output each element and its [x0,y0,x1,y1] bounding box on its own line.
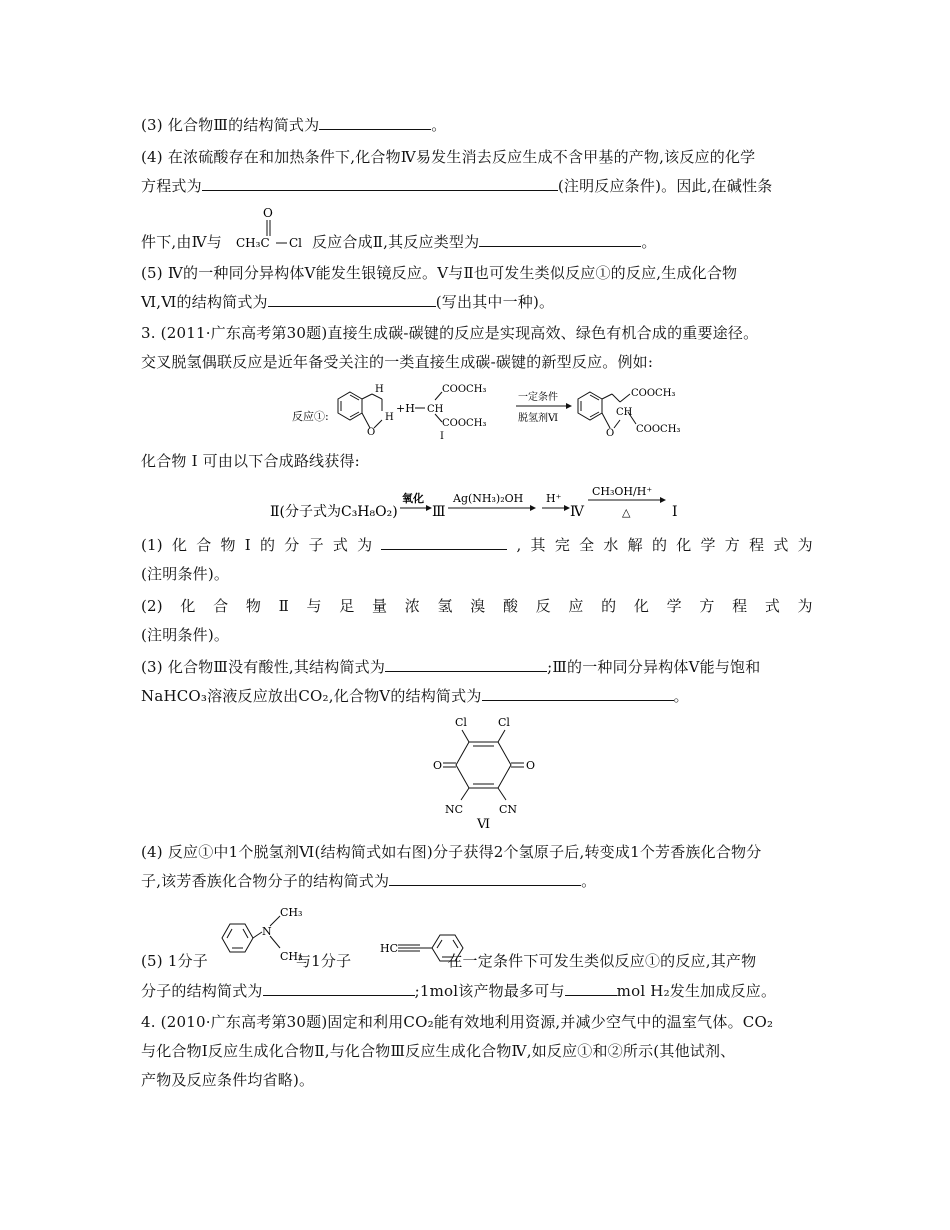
q4-line2: 与化合物Ⅰ反应生成化合物Ⅱ,与化合物Ⅲ反应生成化合物Ⅳ,如反应①和②所示(其他试剂、 [141,1042,736,1060]
svg-text:O: O [526,759,536,772]
synthesis-route [270,484,690,528]
reaction-1-scheme [290,380,681,442]
q3-part5-line1: (5) 1分子 与1分子 在一定条件下可发生类似反应①的反应,其产物 [141,952,757,970]
svg-text:CH₃C: CH₃C [236,236,270,250]
route-intro: 化合物 Ⅰ 可由以下合成路线获得: [141,452,360,470]
svg-text:一定条件: 一定条件 [518,392,558,403]
q3-part4-line2: 子,该芳香族化合物分子的结构简式为 。 [141,872,597,890]
svg-text:H: H [385,412,394,423]
q4-line3: 产物及反应条件均省略)。 [141,1071,315,1089]
svg-text:COOCH₃: COOCH₃ [636,424,681,435]
svg-text:I: I [440,431,444,442]
svg-text:Ⅳ: Ⅳ [570,504,584,520]
isochroman-structure [338,392,382,428]
svg-text:CH: CH [616,407,633,418]
phenylacetylene-structure [380,935,472,971]
svg-text:H⁺: H⁺ [546,492,562,505]
q2-part5-line2: Ⅵ,Ⅵ的结构简式为 (写出其中一种)。 [141,293,555,311]
svg-text:Ⅰ: Ⅰ [672,504,678,520]
svg-text:COOCH₃: COOCH₃ [442,384,487,395]
svg-text:CH₃: CH₃ [280,906,303,919]
q3-part4-line1: (4) 反应①中1个脱氢剂Ⅵ(结构简式如右图)分子获得2个氢原子后,转变成1个芳香族化合物分 [141,843,762,861]
carbonyl-o: O [263,206,273,220]
answer-blank[interactable] [263,981,415,996]
svg-text:Cl: Cl [498,716,510,729]
svg-text:Ⅲ: Ⅲ [432,504,446,520]
q3-part5-line2: 分子的结构简式为 ;1mol该产物最多可与 mol H₂发生加成反应。 [141,982,777,1000]
q2-part4-line3: 件下,由Ⅳ与 反应合成Ⅱ,其反应类型为 。 [141,233,657,251]
svg-text:Ag(NH₃)₂OH: Ag(NH₃)₂OH [453,492,524,505]
svg-text:Ⅱ(分子式为C₃H₈O₂): Ⅱ(分子式为C₃H₈O₂) [270,504,398,520]
answer-blank[interactable] [268,292,436,307]
acetyl-chloride-structure [232,203,308,253]
svg-text:HC: HC [380,942,399,955]
svg-text:O: O [433,759,443,772]
answer-blank[interactable] [565,981,617,996]
q2-part3: (3) 化合物Ⅲ的结构简式为 。 [141,116,447,134]
q2-part4-line2: 方程式为 (注明反应条件)。因此,在碱性条 [141,177,773,195]
q2-part4-line1: (4) 在浓硫酸存在和加热条件下,化合物Ⅳ易发生消去反应生成不含甲基的产物,该反应的化学 [141,148,756,166]
svg-text:O: O [367,427,376,438]
q2-part5-line1: (5) Ⅳ的一种同分异构体Ⅴ能发生银镜反应。Ⅴ与Ⅱ也可发生类似反应①的反应,生成化合物 [141,264,738,282]
q4-line1: 4. (2010·广东高考第30题)固定和利用CO₂能有效地利用资源,并减少空气中的温室气体。CO₂ [141,1013,774,1031]
svg-text:Cl: Cl [289,236,303,250]
answer-blank[interactable] [202,176,558,191]
svg-text:△: △ [622,506,631,519]
svg-text:N: N [262,925,272,938]
svg-text:Cl: Cl [455,716,467,729]
svg-text:+H: +H [396,402,415,415]
ddq-structure [425,712,545,830]
svg-text:脱氢剂Ⅵ: 脱氢剂Ⅵ [518,413,559,424]
svg-text:CH₃OH/H⁺: CH₃OH/H⁺ [592,485,653,498]
dimethylaniline-structure [218,900,308,970]
q3-part3-line1: (3) 化合物Ⅲ没有酸性,其结构简式为 ;Ⅲ的一种同分异构体Ⅴ能与饱和 [141,658,761,676]
q3-header: 3. (2011·广东高考第30题)直接生成碳-碳键的反应是实现高效、绿色有机合成的重要途径。 [141,324,759,342]
svg-text:氧化: 氧化 [402,492,424,505]
q3-line2: 交叉脱氢偶联反应是近年备受关注的一类直接生成碳-碳键的新型反应。例如: [141,353,654,371]
svg-text:NC: NC [445,803,464,816]
svg-text:O: O [606,428,615,439]
svg-text:COOCH₃: COOCH₃ [442,418,487,429]
answer-blank[interactable] [385,657,547,672]
q3-part1-line2: (注明条件)。 [141,565,230,583]
svg-text:CN: CN [499,803,518,816]
svg-text:CH: CH [427,404,444,415]
svg-text:COOCH₃: COOCH₃ [631,388,676,399]
answer-blank[interactable] [482,686,674,701]
q3-part2-line1: (2) 化 合 物 Ⅱ 与 足 量 浓 氢 溴 酸 反 应 的 化 学 方 程 式 为 [141,597,813,615]
answer-blank[interactable] [479,232,641,247]
svg-text:Ⅵ: Ⅵ [477,817,491,832]
svg-text:H: H [375,384,384,395]
answer-blank[interactable] [319,115,431,130]
q3-part3-line2: NaHCO₃溶液反应放出CO₂,化合物Ⅴ的结构简式为 。 [141,687,689,705]
q3-part1-line1: (1) 化 合 物 Ⅰ 的 分 子 式 为 , 其 完 全 水 解 的 化 学 方 程 式 为 [141,536,813,554]
answer-blank[interactable] [389,871,581,886]
svg-text:反应①:: 反应①: [292,410,329,423]
svg-text:CH₃: CH₃ [280,950,303,963]
q3-part2-line2: (注明条件)。 [141,626,230,644]
answer-blank[interactable] [381,535,507,550]
